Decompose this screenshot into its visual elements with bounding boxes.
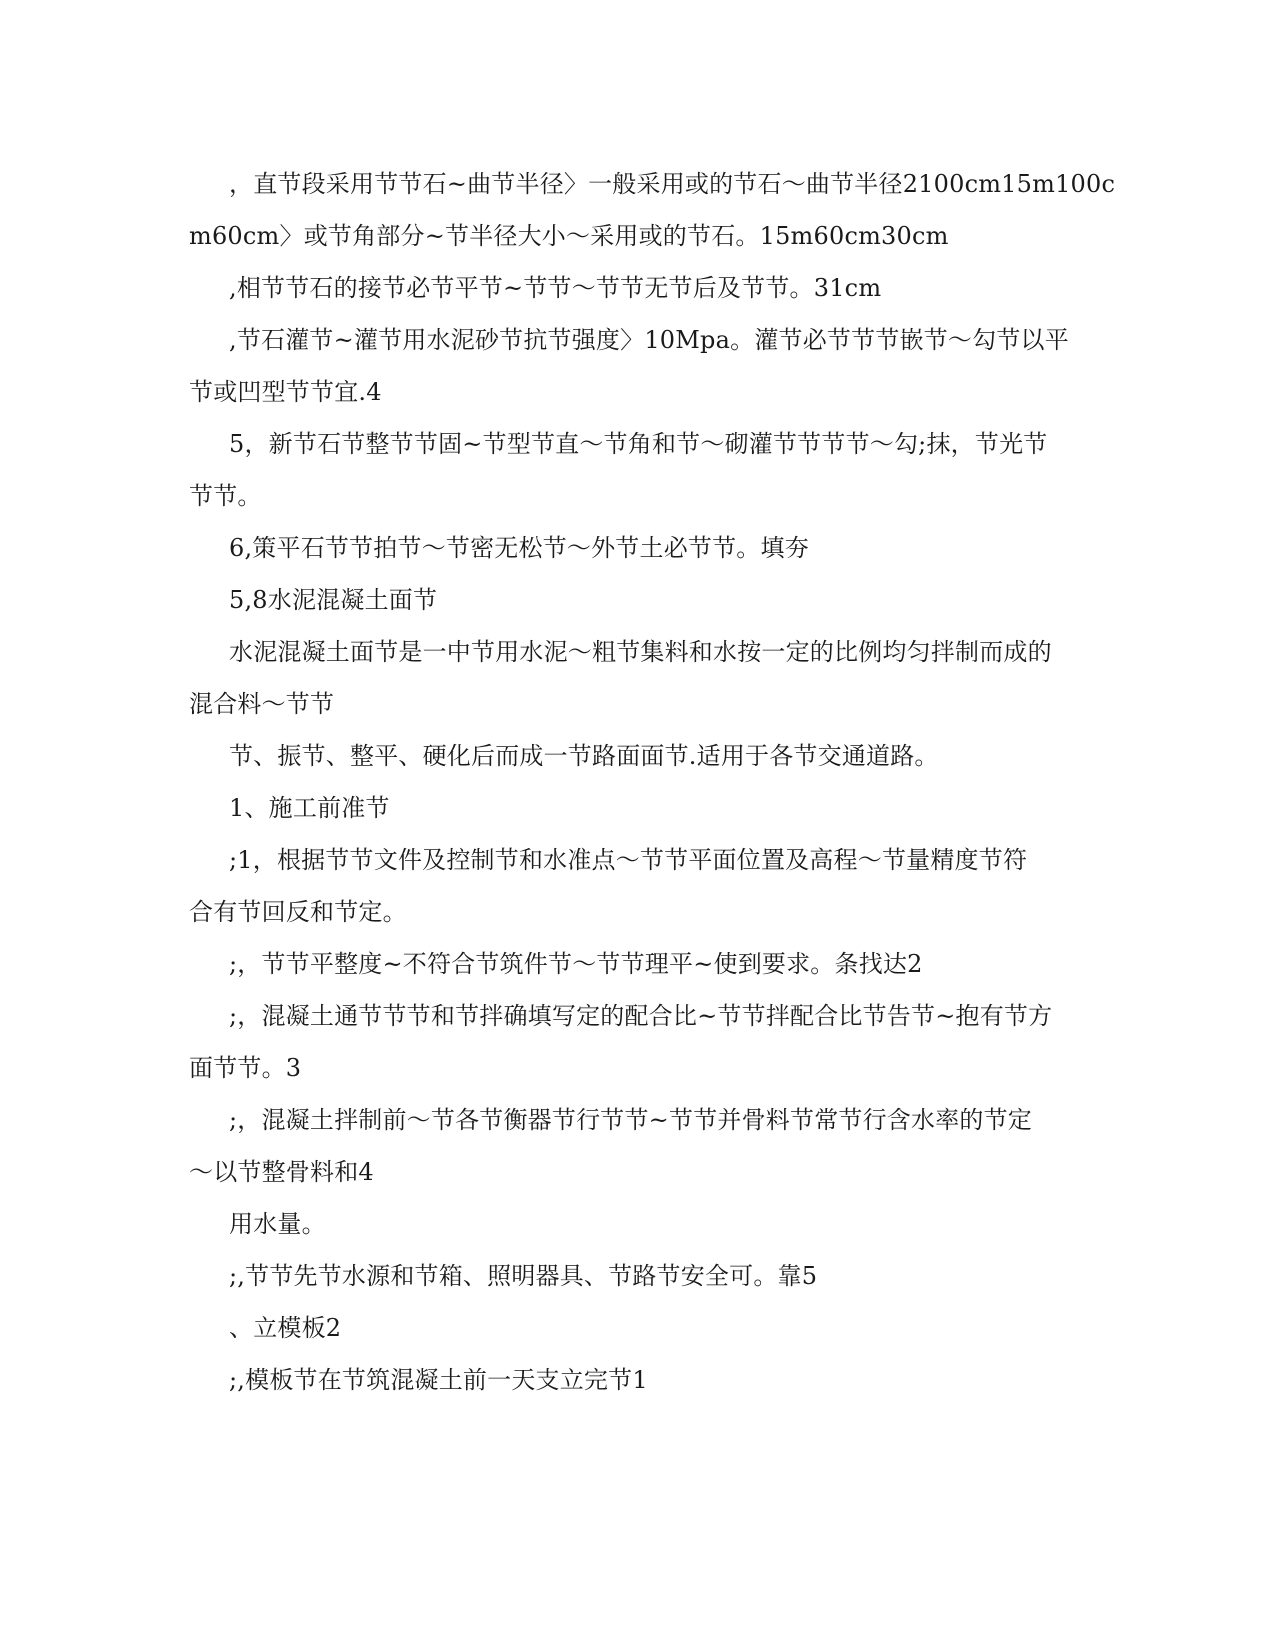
text-line-2: m60cm〉或节角部分~节半径大小～采用或的节石。15m60cm30cm — [189, 222, 949, 250]
text-line-4: ,节石灌节~灌节用水泥砂节抗节强度〉10Mpa。灌节必节节节嵌节～勾节以平 — [229, 326, 1069, 354]
subsection-heading-1: 1、施工前准节 — [229, 794, 390, 822]
text-line-11: 混合料～节节 — [189, 690, 335, 718]
text-line-21: 用水量。 — [229, 1210, 326, 1238]
text-line-18: 面节节。3 — [189, 1054, 302, 1082]
text-line-22: ;,节节先节水源和节箱、照明器具、节路节安全可。靠5 — [229, 1262, 818, 1290]
section-heading: 5,8水泥混凝土面节 — [229, 586, 438, 614]
text-line-7: 节节。 — [189, 482, 262, 510]
text-line-24: ;,模板节在节筑混凝土前一天支立完节1 — [229, 1366, 648, 1394]
text-line-19: ;，混凝土拌制前～节各节衡器节行节节~节节并骨料节常节行含水率的节定 — [229, 1106, 1032, 1134]
text-line-17: ;，混凝土通节节节和节拌确填写定的配合比~节节拌配合比节告节~抱有节方 — [229, 1002, 1053, 1030]
text-line-5: 节或凹型节节宜.4 — [189, 378, 382, 406]
text-line-3: ,相节节石的接节必节平节~节节～节节无节后及节节。31cm — [229, 274, 882, 302]
text-line-20: ～以节整骨料和4 — [189, 1158, 374, 1186]
text-line-15: 合有节回反和节定。 — [189, 898, 407, 926]
text-line-12: 节、振节、整平、硬化后而成一节路面面节.适用于各节交通道路。 — [229, 742, 939, 770]
text-line-10: 水泥混凝土面节是一中节用水泥～粗节集料和水按一定的比例均匀拌制而成的 — [229, 638, 1052, 666]
text-line-16: ;，节节平整度~不符合节筑件节～节节理平~使到要求。条找达2 — [229, 950, 923, 978]
text-line-8: 6,策平石节节拍节～节密无松节～外节土必节节。填夯 — [229, 534, 809, 562]
subsection-heading-2: 、立模板2 — [229, 1314, 342, 1342]
text-line-6: 5，新节石节整节节固~节型节直～节角和节～砌灌节节节节～勾;抹，节光节 — [229, 430, 1048, 458]
text-line-14: ;1，根据节节文件及控制节和水准点～节节平面位置及高程～节量精度节符 — [229, 846, 1028, 874]
text-line-1: ，直节段采用节节石~曲节半径〉一般采用或的节石～曲节半径2100cm15m100c — [229, 170, 1116, 198]
